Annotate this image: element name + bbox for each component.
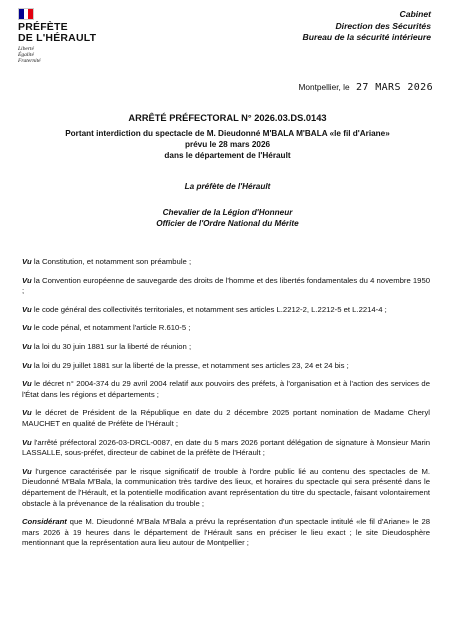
motto-liberte: Liberté [18,46,34,52]
prefecture-logo [18,8,108,64]
paragraph-text: le code général des collectivités territoriales, et notamment ses articles L.2212-2, L.2212-5 et L.2214-4 ; [31,304,387,314]
paragraph-text: que M. Dieudonné M'Bala M'Bala a prévu la représentation d'un spectacle intitulé «le fil d'Ariane» le 28 mars 2026 à 19 heures dans le département de l'Hérault sans en préciser le lieu exact ; le site Dieudosphère mentionnant que la représentation aura lieu autour de Montpellier ; [22,517,430,548]
paragraph-text: le décret n° 2004-374 du 29 avril 2004 relatif aux pouvoirs des préfets, à l'organisation et à l'action des services de l'État dans les régions et départements ; [22,379,430,399]
tricolor-flag-icon [18,8,34,20]
paragraph-lead: Vu [22,360,32,370]
paragraph-text: la Convention européenne de sauvegarde des droits de l'homme et des libertés fondamentales du 4 novembre 1950 ; [22,275,430,296]
paragraph-text: le code pénal, et notamment l'article R.610-5 ; [31,323,191,333]
decree-paragraph [22,342,430,353]
decree-paragraph [22,276,430,297]
subtitle-line-3: dans le département de l'Hérault [164,151,291,160]
paragraph-text: la Constitution, et notamment son préambule ; [31,257,192,266]
decree-paragraph [22,408,430,429]
paragraph-lead: Vu [22,466,32,476]
date-stamp: 27 MARS 2026 [355,82,433,93]
decree-paragraph [22,323,430,334]
decree-paragraph [22,517,430,549]
department-bureau: Bureau de la sécurité intérieure [302,32,431,42]
decree-paragraph [22,305,430,316]
department-block [303,9,431,44]
paragraph-text: la loi du 29 juillet 1881 sur la liberté de la presse, et notamment ses articles 23, 24 et 24 bis ; [31,360,349,370]
decree-author: La préfète de l'Hérault [184,182,271,191]
paragraph-lead: Vu [22,323,32,333]
decree-paragraph [22,257,430,268]
paragraph-lead: Vu [22,304,32,314]
logo-line-2: DE L'HÉRAULT [18,32,97,44]
subtitle-line-2: prévu le 28 mars 2026 [184,140,271,149]
paragraph-lead: Vu [22,437,32,447]
decree-title: ARRÊTÉ PRÉFECTORAL N° 2026.03.DS.0143 [128,113,327,123]
author-honors [0,207,455,229]
paragraph-lead: Vu [22,257,32,266]
decree-body [22,257,430,557]
paragraph-lead: Vu [22,379,32,389]
honor-merite: Officier de l'Ordre National du Mérite [156,219,299,228]
republic-motto [18,46,108,64]
paragraph-text: l'arrêté préfectoral 2026-03-DRCL-0087, en date du 5 mars 2026 portant délégation de signature à Monsieur Marin LASSALLE, sous-préfet, directeur de cabinet de la préfète de l'Hérault ; [22,437,430,458]
decree-paragraph [22,361,430,372]
paragraph-lead: Vu [22,408,32,418]
paragraph-text: la loi du 30 juin 1881 sur la liberté de réunion ; [31,341,192,351]
motto-egalite: Égalité [18,52,34,58]
decree-subtitle [0,128,455,161]
department-direction: Direction des Sécurités [335,20,431,31]
subtitle-line-1: Portant interdiction du spectacle de M. Dieudonné M'BALA M'BALA «le fil d'Ariane» [65,129,390,138]
paragraph-lead: Considérant [22,517,67,527]
date-line [298,82,433,93]
honor-legion: Chevalier de la Légion d'Honneur [162,208,293,217]
paragraph-text: l'urgence caractérisée par le risque significatif de trouble à l'ordre public lié au contenu des spectacles de M. Dieudonné M'Bala M'Bala, la communication très tardive des lieux, et horaires du spectacle qui sera présenté dans le département de l'Hérault, et la potentielle modification avant représentation du titre du spectacle, faisant volontairement obstacle à la prévenance de la réalisation du trouble ; [22,466,430,508]
flag-red-stripe [28,9,33,19]
decree-paragraph [22,438,430,459]
paragraph-lead: Vu [22,341,32,351]
logo-line-1: PRÉFÈTE [18,21,68,33]
date-place: Montpellier, le [298,82,350,92]
decree-paragraph [22,467,430,509]
paragraph-lead: Vu [22,275,32,285]
decree-paragraph [22,379,430,400]
paragraph-text: le décret de Président de la République en date du 2 décembre 2025 portant nomination de Madame Cheryl MAUCHET en qualité de Préfète de l'Hérault ; [22,408,430,428]
motto-fraternite: Fraternité [18,58,41,64]
department-cabinet: Cabinet [399,9,431,19]
